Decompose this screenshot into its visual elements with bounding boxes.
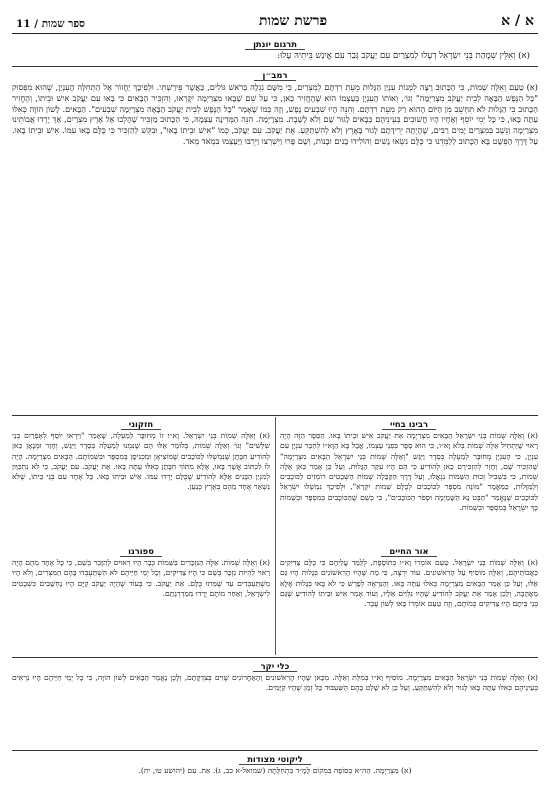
chapter-verse-label: א / א: [501, 13, 534, 29]
chizkuni-text: (א) וְאֵלֶּה שְׁמוֹת בְּנֵי יִשְׂרָאֵל. וָא״ו זוֹ מְחוּבָּר לְמַעְלָה, שֶׁאָמַר "וַיִּרְאוּ יוֹסֵף לְאֶפְרַיִם בְּנֵי שִׁלֵּשִׁים" וְגוֹ׳ וְאֵלֶּה שְׁמוֹת, כְּלוֹמַר אֵלּוּ הֵם שֶׁנִּמְנוּ לְמַעְלָה בְּסֵדֶר וַיִּגַּשׁ, וְחָזַר וּמְנָאָן כַּאן לְהוֹדִיעַ חִבָּתָן שֶׁנִּמְשְׁלוּ לַכּוֹכָבִים שֶׁמּוֹצִיאָן וּמַכְנִיסָן בְּמִסְפָּר וּבִשְׁמוֹתָם. הַבָּאִים מִצְרַיְמָה. הָיָה לוֹ לִכְתּוֹב אֲשֶׁר בָּאוּ, אֶלָּא מִתּוֹךְ חִבָּתָן כְּאִלּוּ עַתָּה בָּאוּ. אֵת יַעֲקֹב. עִם יַעֲקֹב, כִּי לֹא נִתְכַּוֵּון לְמִנְיַן הַבָּנִים אֶלָּא לְהוֹדִיעַ שֶׁכֻּלָּם יָרְדוּ עִמּוֹ. אִישׁ וּבֵיתוֹ בָּאוּ. כָּל אֶחָד עִם בְּנֵי בֵּיתוֹ, שֶׁלֹּא נִשְׁאַר אֶחָד מֵהֶם בְּאֶרֶץ כְּנַעַן.: [12, 431, 270, 492]
targum-title: תרגום יונתן: [12, 39, 538, 50]
page-header: [12, 8, 538, 34]
rabbeinu-bachya-text: (א) וְאֵלֶּה שְׁמוֹת בְּנֵי יִשְׂרָאֵל הַבָּאִים מִצְרַיְמָה אֵת יַעֲקֹב אִישׁ וּבֵיתוֹ בָּאוּ. הַסֵּפֶר הַזֶּה הָיָה רָאוּי שֶׁיַּתְחִיל אֵלֶּה שְׁמוֹת בְּלֹא וָא״ו, כִּי הוּא סֵפֶר בִּפְנֵי עַצְמוֹ, אֲבָל בָּא הַוָּא״ו לְחַבֵּר עִנְיָן עִם עִנְיָן, כִּי הָעִנְיָן מְחוּבָּר לְמַעְלָה בְּסֵדֶר וַיִּגַּשׁ "וְאֵלֶּה שְׁמוֹת בְּנֵי יִשְׂרָאֵל הַבָּאִים מִצְרַיְמָה" שֶׁהִזְכִּיר שָׁם, וְחָזַר לְהַזְכִּירָם כַּאן לְהוֹדִיעַ כִּי הֵם הָיוּ עִקַּר הַגָּלוּת. וְעַל כֵּן אָמַר כַּאן אֵלֶּה שְׁמוֹת, כִּי בִּשְׁבִיל זְכוּת הַשֵּׁמוֹת נִגְאֲלוּ, וְעַל דֶּרֶךְ הַקַּבָּלָה שְׁמוֹת הַשְּׁבָטִים רוֹמְזִים לַכּוֹכָבִים וְלַמַּזָּלוֹת, כַּמַּאֲמָר "מוֹנֶה מִסְפָּר לַכּוֹכָבִים לְכֻלָּם שֵׁמוֹת יִקְרָא", וּלְפִיכָךְ נִמְשְׁלוּ יִשְׂרָאֵל לַכּוֹכָבִים שֶׁנֶּאֱמַר "הַבֶּט נָא הַשָּׁמַיְמָה וּסְפֹר הַכּוֹכָבִים", כִּי כְּשֵׁם שֶׁהַכּוֹכָבִים בְּמִסְפָּר וּבְשֵׁמוֹת כָּךְ יִשְׂרָאֵל בְּמִסְפָּר וּבְשֵׁמוֹת.: [280, 431, 538, 513]
likutei-metzudot-title: ליקוטי מצודות: [12, 754, 538, 765]
divider: [12, 657, 538, 658]
targum-text: (א) וְאִלֵּין שְׁמָהַת בְּנֵי יִשְׂרָאֵל דְעָלוּ לְמִצְרַיִם עִם יַעֲקֹב גְּבַר עִם אֱינַשׁ בֵּיתֵיהּ עָלוּ:: [277, 51, 530, 61]
divider: [12, 415, 538, 416]
divider: [12, 750, 538, 751]
ramban-text: (א) טַעַם וְאֵלֶּה שְׁמוֹת, כִּי הַכָּתוּב רָצָה לִמְנוֹת עִנְיַן הַגָּלוּת מֵעֵת רִדְתָּם לְמִצְרַיִם, כִּי מִשָּׁם נִגְלָה בְּרֹאשׁ גּוֹלִים, כַּאֲשֶׁר פֵּירַשְׁתִּי. וּלְפִיכָךְ יַחֲזוֹר אֶל הַתְּחִלָּה הָעִנְיָן, שֶׁהוּא מִפְּסוּק "כָּל הַנֶּפֶשׁ הַבָּאָה לְבֵית יַעֲקֹב מִצְרַיְמָה" וְגוֹ׳, וְאוֹתוֹ הָעִנְיָן בְּעַצְמוֹ הוּא שֶׁהֶחֱזִיר כַּאן, כִּי עַל שֵׁם שֶׁבָּאוּ מִצְרַיְמָה יִקָּרְאוּ, וְהִזְכִּיר הָבָּאִים כִּי בָאוּ עִם יַעֲקֹב אִישׁ וּבֵיתוֹ, וְהֶחֱזִיר הַכָּתוּב כִּי הַגָּלוּת לֹא תִּחְשֵׁב מִן הַיּוֹם הָהוּא רַק מֵעֵת רִדְתָּם. וְהִנֵּה הָיוּ שִׁבְעִים נֶפֶשׁ, וְזֶה כְּמוֹ שֶׁאָמַר "כָּל הַנֶּפֶשׁ לְבֵית יַעֲקֹב הַבָּאָה מִצְרַיְמָה שִׁבְעִים". הַבָּאִים. לָשׁוֹן הוֹוֶה כְּאִלּוּ עַתָּה בָּאוּ, כִּי כָּל יְמֵי יוֹסֵף וְאֶחָיו הָיוּ חֲשׁוּבִים בְּעֵינֵיהֶם כְּבָאִים לָגוּר שָׁם וְלֹא לָשֶׁבֶת. מִצְרָיְמָה. הִנֵּה הַמְּדִינָה עַצְמָהּ, כִּי הַכָּתוּב מַזְכִּיר שֶׁהָלְכוּ אֶל אֶרֶץ מִצְרַיִם, אַךְ יָרְדוּ אֲבוֹתֵינוּ מִצְרַיְמָה וַנֵּשֶׁב בְּמִצְרַיִם יָמִים רַבִּים, שֶׁהָיְתָה יְרִידָתָם לָגוּר בָּאָרֶץ וְלֹא לְהִשְׁתַּקֵּעַ. אֶת יַעֲקֹב. עִם יַעֲקֹב, כְּמוֹ "אִישׁ וּבֵיתוֹ בָּאוּ", וּבִקֵּשׁ לְהַזְכִּיר כִּי כֻּלָּם בָּאוּ עִמּוֹ. אִישׁ וּבֵיתוֹ בָּאוּ. עַל דֶּרֶךְ הַפְּשָׁט בָּא הַכָּתוּב לְלַמְּדֵנוּ כִּי כֻּלָּם נִשְׂאוּ נָשִׁים וְהוֹלִידוּ בָנִים וּבָנוֹת, וְשָׁם פָּרוּ וַיִּשְׁרְצוּ וַיִּרְבּוּ וַיַּעַצְמוּ בִּמְאֹד מְאֹד.: [12, 82, 538, 146]
ramban-title: רמב״ן: [12, 70, 538, 81]
ohr-hachaim-title: אור החיים: [280, 546, 538, 557]
likutei-metzudot-text: (א) מִצְרַיְמָה. הַה״א בְּסוֹפָהּ בִּמְקוֹם לָמֶ״ד בִּתְחִלָּתָהּ (שמואל-א כב, ג). אֵת. עִם (יהושע טו, יח).: [138, 766, 412, 775]
column-divider: [275, 417, 276, 655]
divider: [12, 66, 538, 67]
kli-yakar-title: כלי יקר: [12, 661, 538, 672]
page: [12, 8, 538, 786]
parsha-title: פרשת שמות: [259, 13, 328, 29]
book-page-label: ספר שמות / 11: [16, 18, 86, 30]
sforno-text: (א) וְאֵלֶּה שְׁמוֹת. אֵלֶּה הַנִּזְכָּרִים בַּשֵּׁמוֹת כְּבָר הָיוּ רְאוּיִם לְהִזָּכֵר בְּשֵׁם, כִּי כָּל אֶחָד מֵהֶם הָיָה רָאוּי לִהְיוֹת נִזְכָּר בְּשֵׁם כִּי הָיוּ צַדִּיקִים, וְכָל יְמֵי חַיֵּיהֶם לֹא הִשְׁתַּעְבְּדוּ בָּהֶם הַמִּצְרִים, וְלֹא הָיוּ מִשְׁתַּעְבְּדִים עַד שֶׁמֵּתוּ כֻּלָּם. אֵת יַעֲקֹב. כִּי בְּעוֹד שֶׁהָיָה יַעֲקֹב קַיָּם הָיוּ נֶחְשָׁבִים כִּשְׁבָטִים לְיִשְׂרָאֵל, וְאַחַר מוֹתָם יָרְדוּ מִמַּדְרֵגָתָם.: [12, 558, 270, 598]
sforno-title: ספורנו: [12, 546, 270, 557]
ohr-hachaim-text: (א) וְאֵלֶּה שְׁמוֹת בְּנֵי יִשְׂרָאֵל. טַעַם אוֹמְרוֹ וָא״ו בְּתוֹסֶפֶת, לְלַמֵּד עֲלֵיהֶם כִּי כֻּלָּם צַדִּיקִים כַּאֲבוֹתֵיהֶם, וְאֵלֶּה מוֹסִיף עַל הָרִאשׁוֹנִים. עוֹד יִרְצֶה, כִּי מַה שֶּׁהָיוּ הָרִאשׁוֹנִים בְּגָלוּת הָיוּ גַּם אֵלּוּ, וְעַל כֵּן אָמַר הַבָּאִים מִצְרַיְמָה כְּאִלּוּ עַתָּה בָּאוּ. וְהַנִּרְאֶה לְפָרֵשׁ כִּי לֹא בָּאוּ בְּגָלוּת אֶלָּא מֵאֲהָבָה, וְלָכֵן אָמַר אֵת יַעֲקֹב לְהוֹדִיעַ שֶׁהָיוּ נִלְוִים אֵלָיו, וְעוֹד אָמַר אִישׁ וּבֵיתוֹ לְהוֹדִיעַ שֶׁגַּם בְּנֵי בֵּיתָם הָיוּ צַדִּיקִים כְּמוֹתָם, וְזֶה טַעַם אוֹמְרוֹ בָּאוּ לְשׁוֹן עָבָר.: [280, 558, 538, 609]
chizkuni-title: חזקוני: [12, 419, 270, 430]
rabbeinu-bachya-title: רבינו בחיי: [280, 419, 538, 430]
kli-yakar-text: (א) וְאֵלֶּה שְׁמוֹת בְּנֵי יִשְׂרָאֵל הַבָּאִים מִצְרַיְמָה. מוֹסִיף וָא״ו בְּמִלַּת וְאֵלֶּה. מִכָּאן שֶׁהָיוּ הָרִאשׁוֹנִים וְהָאַחֲרוֹנִים שָׁוִים בְּצִדְקָתָם, וְלָכֵן נֶאֱמַר הַבָּאִים לְשׁוֹן הוֹוֶה, כִּי כָּל יְמֵי חַיֵּיהֶם הָיוּ נִרְאִים בְּעֵינֵיהֶם כְּאִלּוּ עַתָּה בָּאוּ לָגוּר וְלֹא לְהִשְׁתַּקֵּעַ, וְעַל כֵּן לֹא שָׁלַט בָּהֶם הַשִּׁעְבּוּד כָּל זְמַן שֶׁהָיוּ קַיָּמִים.: [12, 673, 538, 693]
